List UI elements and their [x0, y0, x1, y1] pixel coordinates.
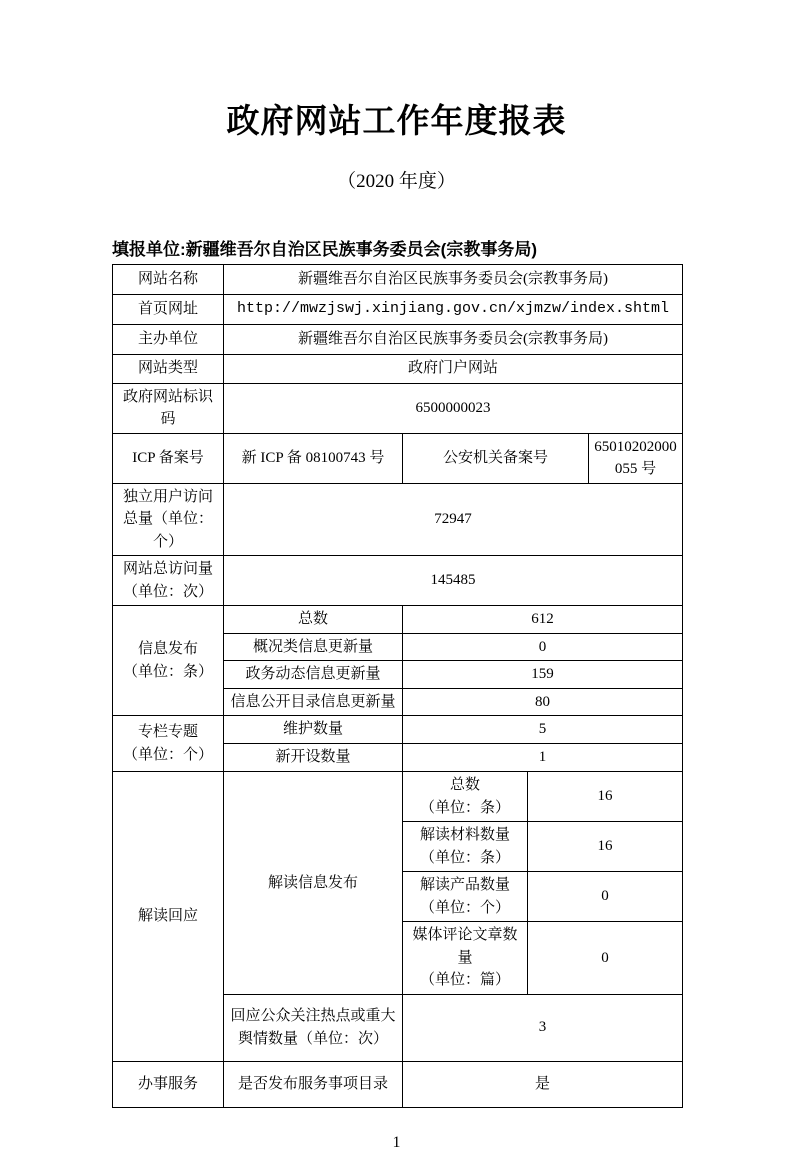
- total-visits-value: 145485: [224, 556, 683, 606]
- table-row: [113, 1061, 683, 1107]
- service-directory-value: 是: [403, 1061, 683, 1107]
- page-title: 政府网站工作年度报表: [226, 102, 567, 139]
- info-directory-value: 80: [403, 688, 683, 716]
- interp-material-value: 16: [528, 822, 683, 872]
- icp-value: 新 ICP 备 08100743 号: [224, 433, 403, 483]
- maintained-count-label: 维护数量: [224, 716, 403, 744]
- maintained-count-value: 5: [403, 716, 683, 744]
- table-row: [113, 264, 683, 294]
- info-dynamic-label: 政务动态信息更新量: [224, 661, 403, 689]
- site-type-label: 网站类型: [113, 354, 224, 383]
- police-record-value: 65010202000055 号: [589, 433, 683, 483]
- interp-product-label: 解读产品数量 （单位：个）: [403, 872, 528, 922]
- organizer-label: 主办单位: [113, 324, 224, 354]
- new-count-value: 1: [403, 744, 683, 772]
- site-code-value: 6500000023: [224, 383, 683, 433]
- annual-report-table: [112, 264, 683, 1108]
- interp-material-label: 解读材料数量 （单位：条）: [403, 822, 528, 872]
- organizer-value: 新疆维吾尔自治区民族事务委员会(宗教事务局): [224, 324, 683, 354]
- interp-media-label: 媒体评论文章数量 （单位：篇）: [403, 922, 528, 995]
- interp-media-value: 0: [528, 922, 683, 995]
- site-name-label: 网站名称: [113, 264, 224, 294]
- interpretation-section-label: 解读回应: [113, 772, 224, 1062]
- interp-total-value: 16: [528, 772, 683, 822]
- table-row: [113, 556, 683, 606]
- interpretation-publish-label: 解读信息发布: [224, 772, 403, 995]
- info-overview-label: 概况类信息更新量: [224, 633, 403, 661]
- police-record-label: 公安机关备案号: [403, 433, 589, 483]
- table-row: [113, 483, 683, 556]
- info-directory-label: 信息公开目录信息更新量: [224, 688, 403, 716]
- table-row: [113, 294, 683, 324]
- site-name-value: 新疆维吾尔自治区民族事务委员会(宗教事务局): [224, 264, 683, 294]
- table-row: [113, 716, 683, 744]
- table-row: [113, 433, 683, 483]
- table-row: [113, 354, 683, 383]
- interp-total-label: 总数 （单位：条）: [403, 772, 528, 822]
- table-row: [113, 606, 683, 634]
- public-response-label: 回应公众关注热点或重大舆情数量（单位：次）: [224, 994, 403, 1061]
- special-columns-section-label: 专栏专题 （单位：个）: [113, 716, 224, 772]
- home-url-label: 首页网址: [113, 294, 224, 324]
- services-section-label: 办事服务: [113, 1061, 224, 1107]
- site-code-label: 政府网站标识码: [113, 383, 224, 433]
- interp-product-value: 0: [528, 872, 683, 922]
- table-row: [113, 383, 683, 433]
- public-response-value: 3: [403, 994, 683, 1061]
- unique-visitors-value: 72947: [224, 483, 683, 556]
- page-number: 1: [392, 1133, 401, 1151]
- info-total-value: 612: [403, 606, 683, 634]
- page-subtitle: （2020 年度）: [337, 170, 456, 192]
- info-total-label: 总数: [224, 606, 403, 634]
- total-visits-label: 网站总访问量 （单位：次）: [113, 556, 224, 606]
- info-dynamic-value: 159: [403, 661, 683, 689]
- table-row: [113, 324, 683, 354]
- info-publish-section-label: 信息发布 （单位：条）: [113, 606, 224, 716]
- icp-label: ICP 备案号: [113, 433, 224, 483]
- table-row: [113, 772, 683, 822]
- info-overview-value: 0: [403, 633, 683, 661]
- reporting-unit-line: 填报单位:新疆维吾尔自治区民族事务委员会(宗教事务局): [112, 239, 537, 259]
- service-directory-label: 是否发布服务事项目录: [224, 1061, 403, 1107]
- unique-visitors-label: 独立用户访问总量（单位：个）: [113, 483, 224, 556]
- site-type-value: 政府门户网站: [224, 354, 683, 383]
- new-count-label: 新开设数量: [224, 744, 403, 772]
- home-url-value: http://mwzjswj.xinjiang.gov.cn/xjmzw/index.shtml: [224, 294, 683, 324]
